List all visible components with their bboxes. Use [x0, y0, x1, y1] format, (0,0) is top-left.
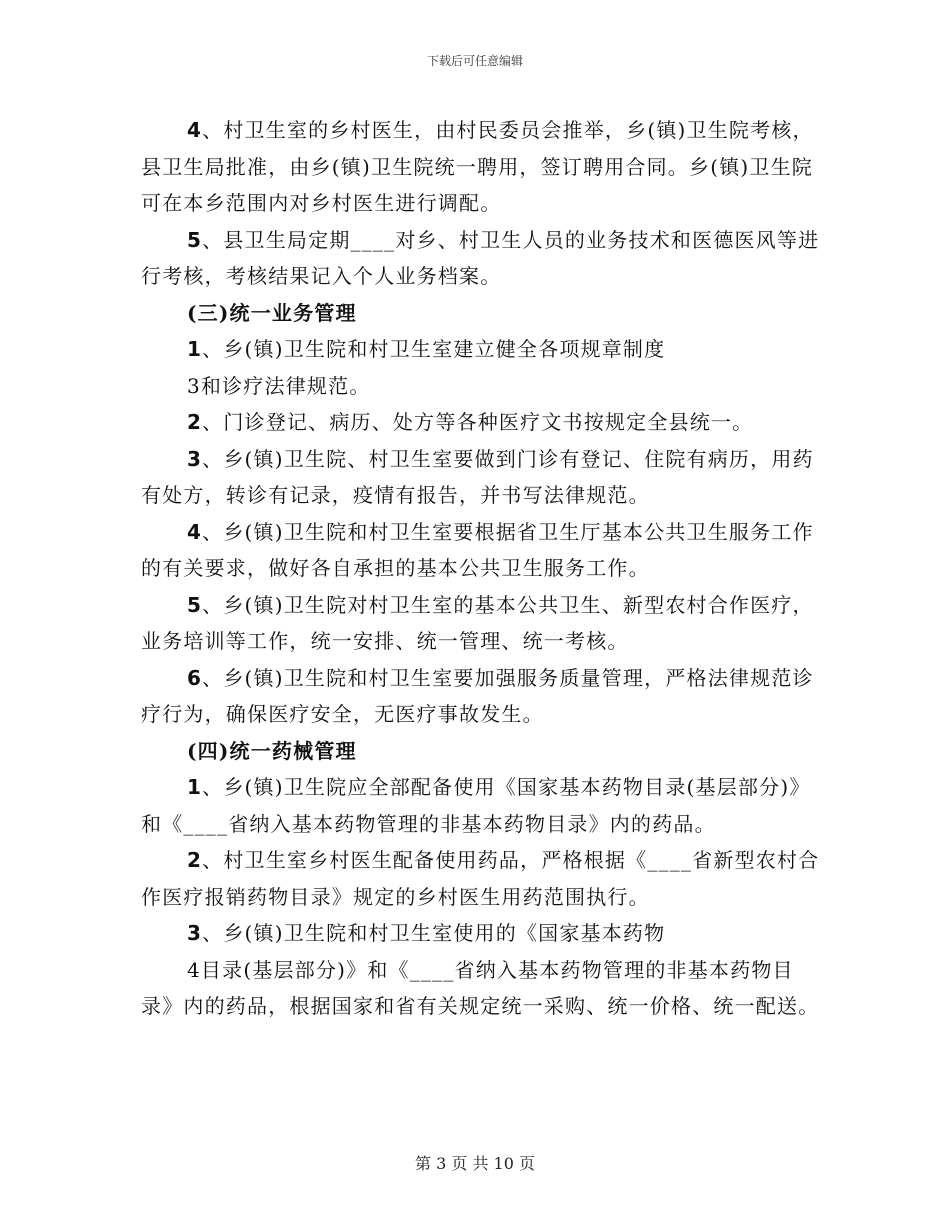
- paragraph-4: [141, 112, 821, 222]
- section-3-item-5: [141, 587, 821, 660]
- section-3-item-2: [141, 404, 821, 441]
- item-text: 、乡(镇)卫生院和村卫生室要根据省卫生厅基本公共卫生服务工作的有关要求，做好各自承担的基本公共卫生服务工作。: [141, 519, 814, 580]
- section-3-heading: (三)统一业务管理: [187, 300, 357, 325]
- item-text: 、乡(镇)卫生院、村卫生室要做到门诊有登记、住院有病历，用药有处方，转诊有记录，疫情有报告，并书写法律规范。: [141, 446, 814, 507]
- item-number: 1: [187, 775, 203, 799]
- item-number: 3: [187, 921, 203, 945]
- section-4-item-1: [141, 769, 821, 842]
- page-footer: 第 3 页 共 10 页: [415, 1154, 535, 1173]
- item-text: 、村卫生室乡村医生配备使用药品，严格根据《____省新型农村合作医疗报销药物目录》规定的乡村医生用药范围执行。: [141, 848, 820, 909]
- item-text: 、乡(镇)卫生院和村卫生室建立健全各项规章制度: [202, 337, 666, 361]
- section-3-item-6: [141, 660, 821, 733]
- section-4-item-3-continued: [141, 952, 821, 1025]
- item-text: 、乡(镇)卫生院和村卫生室要加强服务质量管理，严格法律规范诊疗行为，确保医疗安全，无医疗事故发生。: [141, 665, 814, 726]
- section-4-heading: (四)统一药械管理: [187, 738, 357, 763]
- document-body: [141, 112, 821, 1025]
- item-number: 3: [187, 446, 203, 471]
- item-number: 6: [187, 665, 203, 690]
- section-4-item-3: [141, 915, 821, 952]
- paragraph-text: 、县卫生局定期____对乡、村卫生人员的业务技术和医德医风等进行考核，考核结果记入个人业务档案。: [141, 227, 820, 288]
- item-number: 4: [187, 519, 203, 544]
- section-3-item-3: [141, 441, 821, 514]
- paragraph-5: [141, 222, 821, 295]
- item-number: 5: [187, 592, 203, 617]
- item-text: 3和诊疗法律规范。: [187, 373, 371, 398]
- item-text: 4目录(基层部分)》和《____省纳入基本药物管理的非基本药物目录》内的药品，根据国家和省有关规定统一采购、统一价格、统一配送。: [141, 957, 820, 1018]
- paragraph-text: 、村卫生室的乡村医生，由村民委员会推举，乡(镇)卫生院考核，县卫生局批准，由乡(镇)卫生院统一聘用，签订聘用合同。乡(镇)卫生院可在本乡范围内对乡村医生进行调配。: [141, 118, 814, 215]
- item-number: 1: [187, 337, 203, 361]
- page-header: 下载后可任意编辑: [426, 54, 523, 68]
- section-3-item-1: [141, 331, 821, 368]
- item-number: 2: [187, 410, 203, 434]
- item-number: 4: [187, 118, 203, 142]
- item-text: 、乡(镇)卫生院对村卫生室的基本公共卫生、新型农村合作医疗，业务培训等工作，统一安排、统一管理、统一考核。: [141, 592, 814, 653]
- section-4-item-2: [141, 842, 821, 915]
- item-number: 5: [187, 227, 203, 252]
- item-text: 、乡(镇)卫生院应全部配备使用《国家基本药物目录(基层部分)》和《____省纳入基本药物管理的非基本药物目录》内的药品。: [141, 775, 811, 836]
- item-number: 2: [187, 848, 203, 872]
- item-text: 、门诊登记、病历、处方等各种医疗文书按规定全县统一。: [202, 410, 754, 434]
- section-3-item-4: [141, 514, 821, 587]
- section-3-item-1-continued: [141, 368, 821, 405]
- item-text: 、乡(镇)卫生院和村卫生室使用的《国家基本药物: [202, 921, 666, 945]
